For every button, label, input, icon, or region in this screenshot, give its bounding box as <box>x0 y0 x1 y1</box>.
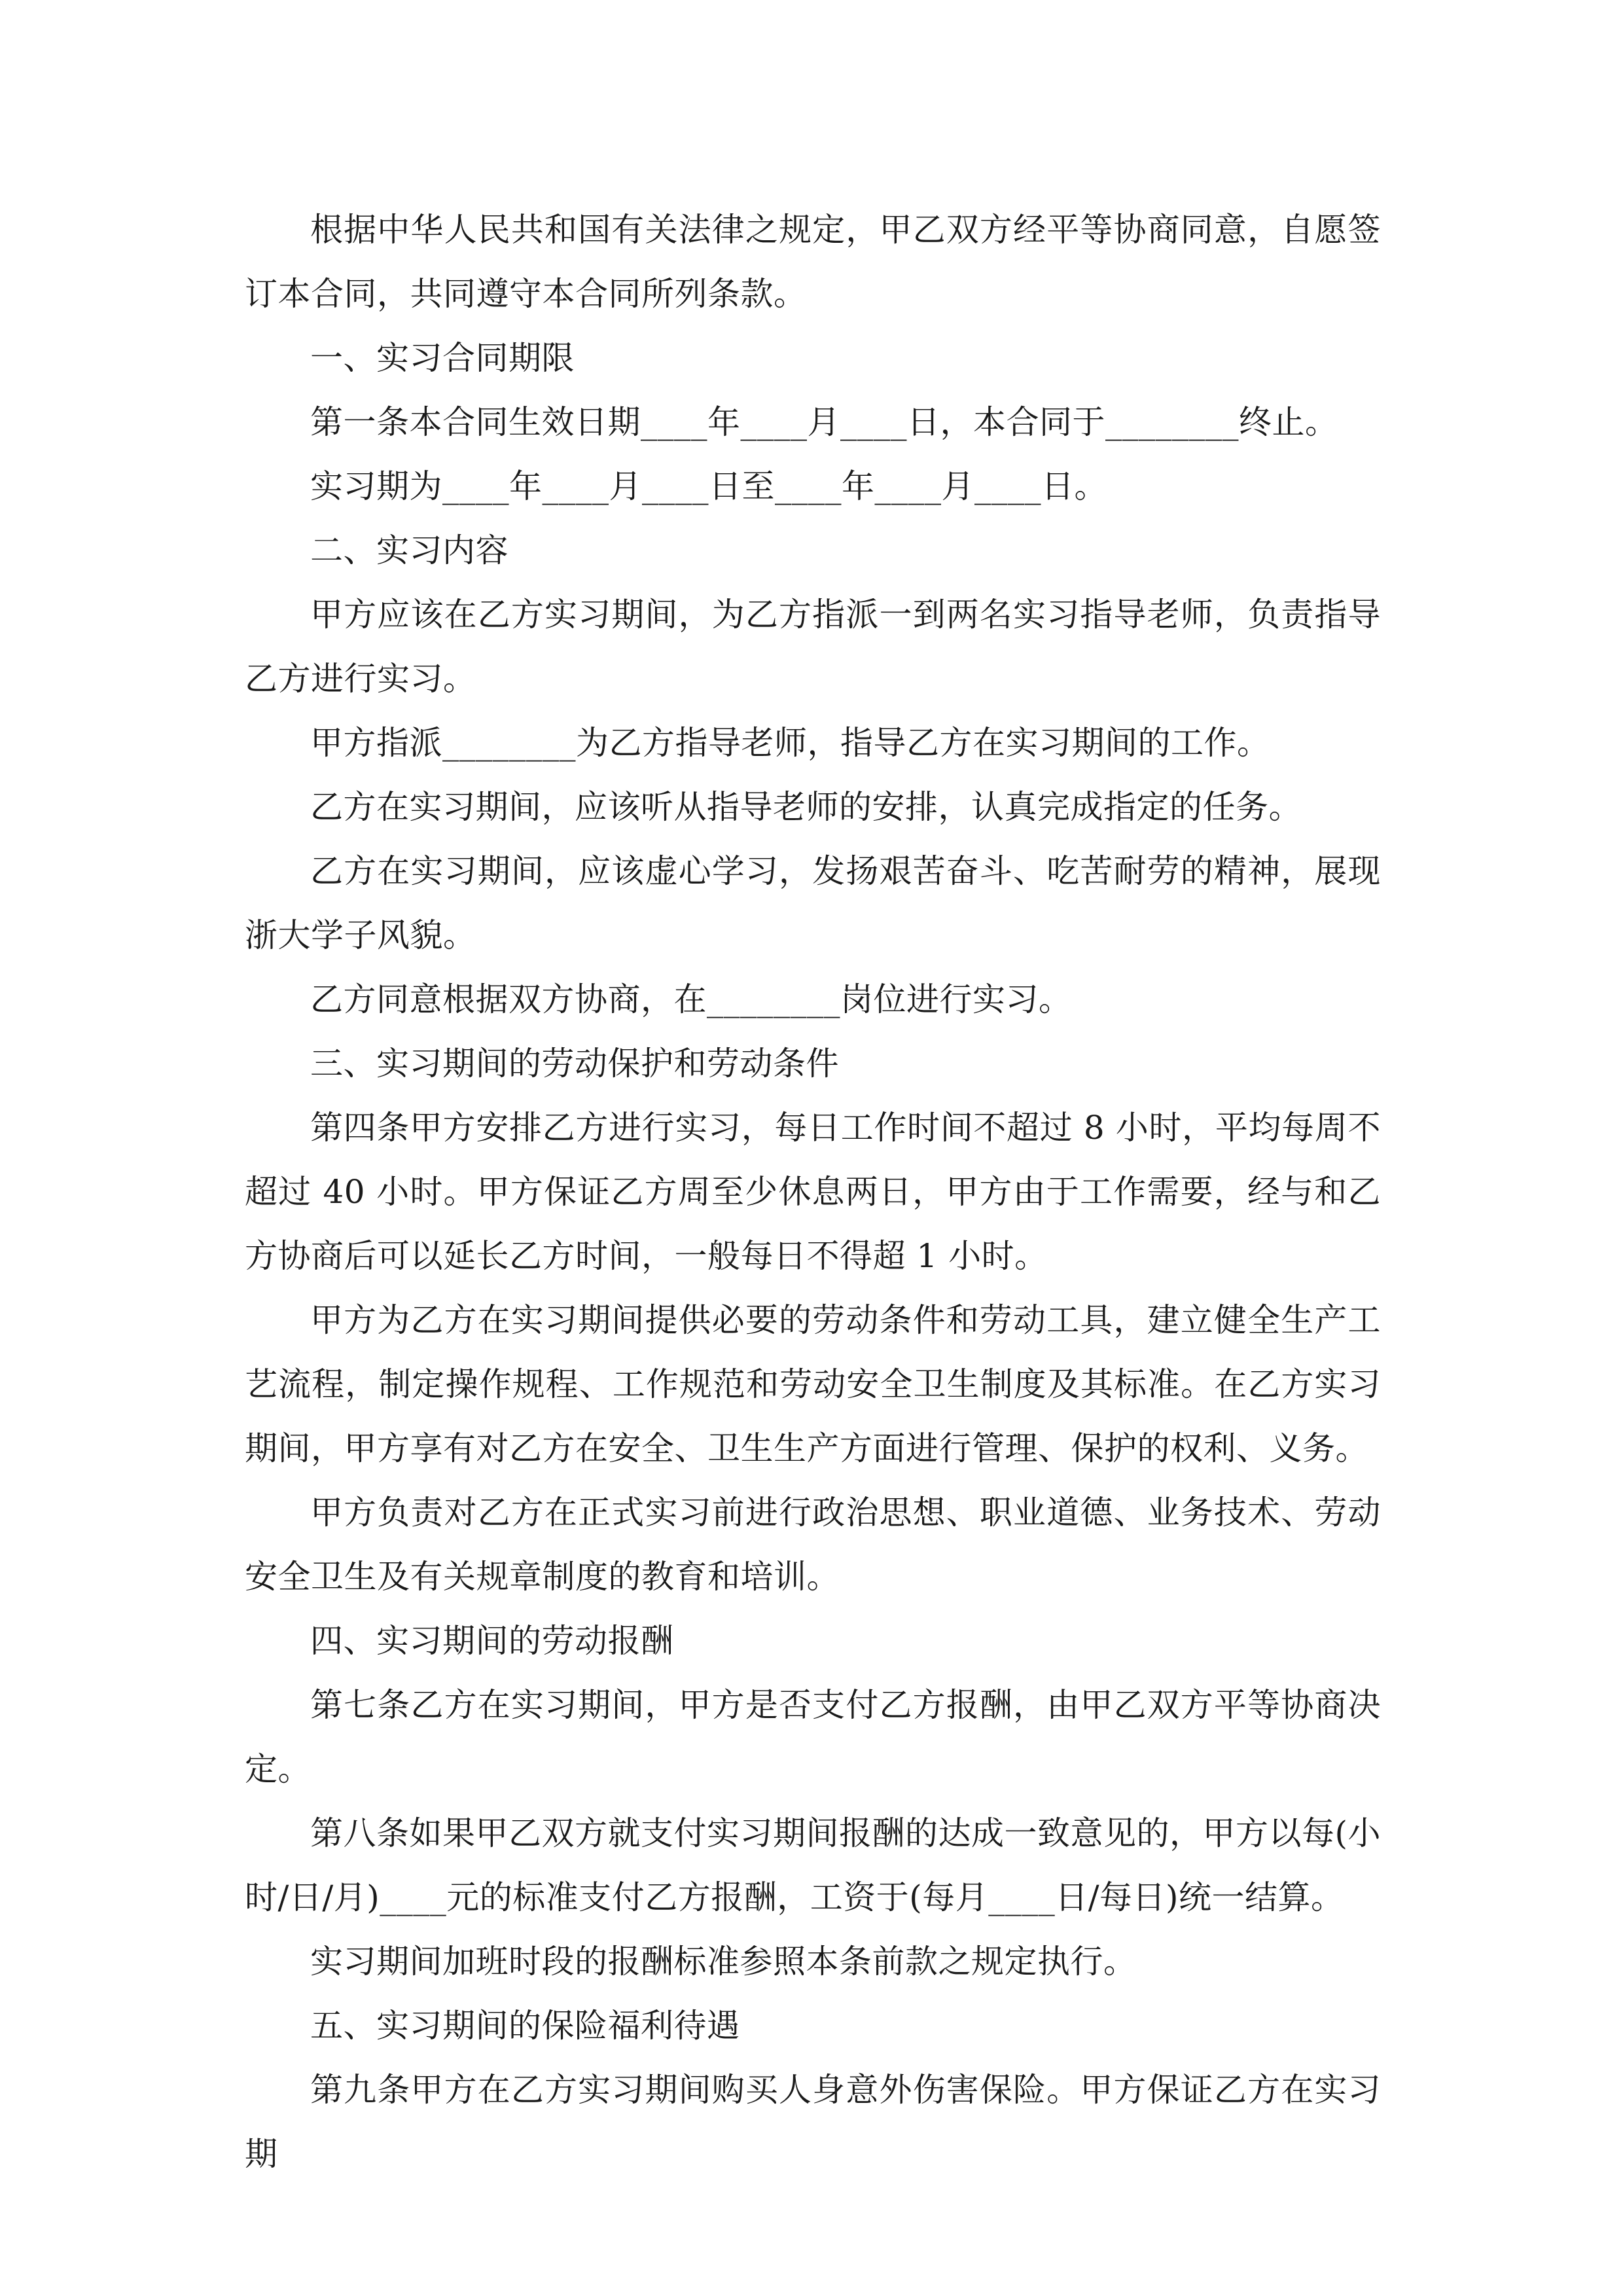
paragraph-article-1: 第一条本合同生效日期____年____月____日，本合同于________终止。 <box>310 403 1338 441</box>
paragraph-mentor-name: 甲方指派________为乙方指导老师，指导乙方在实习期间的工作。 <box>310 724 1270 762</box>
paragraph-overtime: 实习期间加班时段的报酬标准参照本条前款之规定执行。 <box>310 1943 1137 1981</box>
paragraph-article-7: 第七条乙方在实习期间，甲方是否支付乙方报酬，由甲乙双方平等协商决定。 <box>245 1686 1381 1788</box>
paragraph-article-4: 第四条甲方安排乙方进行实习，每日工作时间不超过 8 小时，平均每周不超过 40 小时。甲方保证乙方周至少休息两日，甲方由于工作需要，经与和乙方协商后可以延长乙方时间，一般每日不得超 1 小时。 <box>245 1109 1381 1275</box>
paragraph-intro: 根据中华人民共和国有关法律之规定，甲乙双方经平等协商同意，自愿签订本合同，共同遵守本合同所列条款。 <box>245 211 1381 313</box>
section-heading-insurance: 五、实习期间的保险福利待遇 <box>310 2007 740 2045</box>
section-heading-term: 一、实习合同期限 <box>310 339 575 377</box>
section-heading-protection: 三、实习期间的劳动保护和劳动条件 <box>310 1045 839 1083</box>
paragraph-mentor-assign: 甲方应该在乙方实习期间，为乙方指派一到两名实习指导老师，负责指导乙方进行实习。 <box>245 596 1381 698</box>
paragraph-article-8: 第八条如果甲乙双方就支付实习期间报酬的达成一致意见的，甲方以每(小时/日/月)____元的标准支付乙方报酬，工资于(每月____日/每日)统一结算。 <box>245 1814 1382 1916</box>
paragraph-internship-period: 实习期为____年____月____日至____年____月____日。 <box>310 467 1107 505</box>
paragraph-training: 甲方负责对乙方在正式实习前进行政治思想、职业道德、业务技术、劳动安全卫生及有关规章制度的教育和培训。 <box>245 1494 1381 1596</box>
section-heading-remuneration: 四、实习期间的劳动报酬 <box>310 1622 674 1660</box>
paragraph-conditions: 甲方为乙方在实习期间提供必要的劳动条件和劳动工具，建立健全生产工艺流程，制定操作规程、工作规范和劳动安全卫生制度及其标准。在乙方实习期间，甲方享有对乙方在安全、卫生生产方面进行管理、保护的权利、义务。 <box>245 1301 1381 1467</box>
contract-body <box>245 198 1381 2186</box>
paragraph-attitude: 乙方在实习期间，应该虚心学习，发扬艰苦奋斗、吃苦耐劳的精神，展现浙大学子风貌。 <box>245 852 1381 954</box>
paragraph-position: 乙方同意根据双方协商，在________岗位进行实习。 <box>310 980 1072 1018</box>
paragraph-obey-mentor: 乙方在实习期间，应该听从指导老师的安排，认真完成指定的任务。 <box>310 788 1302 826</box>
section-heading-content: 二、实习内容 <box>310 531 508 569</box>
paragraph-article-9: 第九条甲方在乙方实习期间购买人身意外伤害保险。甲方保证乙方在实习期 <box>245 2071 1381 2173</box>
